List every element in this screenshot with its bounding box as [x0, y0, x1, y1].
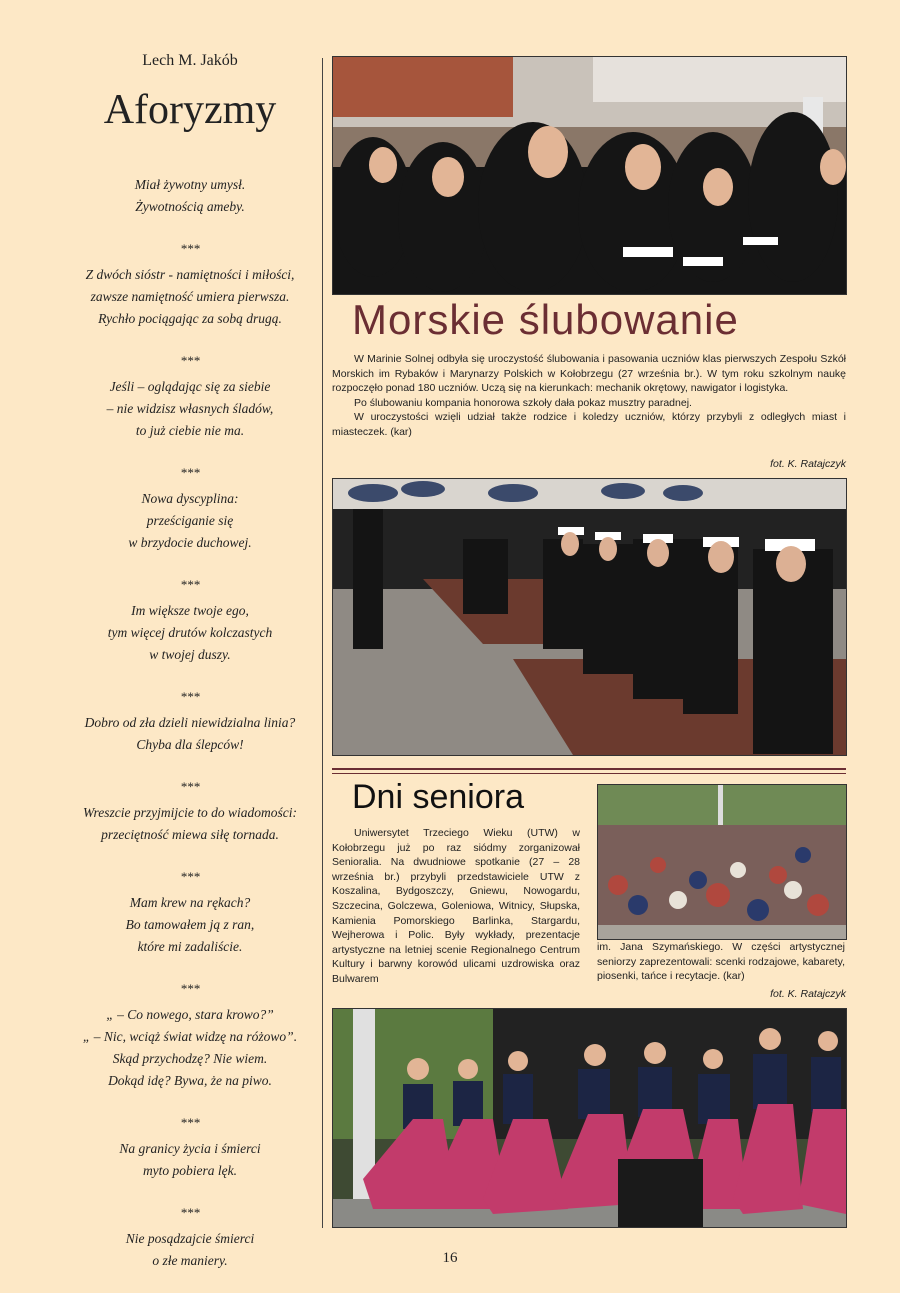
- aphorism-separator: ***: [180, 465, 200, 480]
- aphorism-line: o złe maniery.: [152, 1253, 228, 1268]
- page-number: 16: [442, 1250, 458, 1266]
- aphorism: [60, 1138, 320, 1182]
- aphorism-line: które mi zadaliście.: [137, 939, 243, 954]
- aphorism-line: Na granicy życia i śmierci: [119, 1141, 261, 1156]
- aphorism-line: Z dwóch sióstr - namiętności i miłości,: [85, 267, 295, 282]
- aphorism-separator: ***: [180, 1115, 200, 1130]
- aphorism-separator: ***: [180, 577, 200, 592]
- aphorism-separator: ***: [180, 869, 200, 884]
- column-title: Aforyzmy: [103, 87, 277, 133]
- photo-cadets-oath: [332, 56, 847, 295]
- aphorism: [60, 892, 320, 958]
- aphorism-line: Mam krew na rękach?: [129, 895, 251, 910]
- aphorism-line: w twojej duszy.: [149, 647, 231, 662]
- article1-paragraph: Po ślubowaniu kompania honorowa szkoły dała pokaz musztry paradnej.: [354, 396, 692, 409]
- aphorism-line: Dokąd idę? Bywa, że na piwo.: [108, 1073, 272, 1088]
- photo-kneeling-cadets: [332, 478, 847, 756]
- aphorism-line: w brzydocie duchowej.: [128, 535, 252, 550]
- photo-seniors-audience: [597, 784, 847, 940]
- aphorism-list: [60, 174, 320, 1272]
- aphorism: [60, 264, 320, 330]
- aphorism-line: Jeśli – oglądając się za siebie: [109, 379, 271, 394]
- section-divider: [332, 768, 846, 770]
- aphorism-line: Nowa dyscyplina:: [141, 491, 239, 506]
- aphorism-separator: ***: [180, 241, 200, 256]
- aphorism-line: Skąd przychodzę? Nie wiem.: [112, 1051, 268, 1066]
- article1-body: [332, 352, 846, 440]
- article2-body-left: Uniwersytet Trzeciego Wieku (UTW) w Kołobrzegu już po raz siódmy zorganizował Senioralia. Na dwudniowe spotkanie (27 – 28 września br.) przybyli przedstawiciele UTW z Koszalina, Bydgoszczy, Gniewu, Nowogardu, Szczecina, Golczewa, Goleniowa, Witnicy, Słupska, Kamienia Pomorskiego Barlinka, Stargardu, Wejherowa i Polic. Były wykłady, prezentacje artystyczne na letniej scenie Regionalnego Centrum Kultury i barwny korowód ulicami uzdrowiska oraz Bulwarem: [332, 827, 580, 985]
- aphorism-line: myto pobiera lęk.: [142, 1163, 238, 1178]
- aphorism-line: Żywotnością ameby.: [135, 199, 245, 214]
- aphorism-line: „ – Co nowego, stara krowo?”: [106, 1007, 274, 1022]
- column-divider: [322, 58, 323, 1228]
- article2-body-right: im. Jana Szymańskiego. W części artystycznej seniorzy zaprezentowali: scenki rodzajowe, kabarety, piosenki, tańce i recytacje. (kar): [597, 941, 845, 983]
- aphorism-line: przeciętność miewa siłę tornada.: [101, 827, 279, 842]
- article2-title: Dni seniora: [352, 778, 524, 816]
- article2-photo-credit: fot. K. Ratajczyk: [770, 988, 846, 1000]
- aphorism-line: to już ciebie nie ma.: [135, 423, 245, 438]
- article1-paragraph: W Marinie Solnej odbyła się uroczystość ślubowania i pasowania uczniów klas pierwszych Zespołu Szkół Morskich im Rybaków i Marynarzy Polskich w Kołobrzegu (27 września br.). W tym roku szkolnym naukę rozpoczęło ponad 180 uczniów. Uczą się na kierunkach: mechanik okrętowy, nawigator i logistyka.: [332, 353, 846, 395]
- photo-dancers: [332, 1008, 847, 1228]
- aphorism-separator: ***: [180, 353, 200, 368]
- article1-paragraph: W uroczystości wzięli udział także rodzice i koledzy uczniów, którzy przybyli z odległych miast i miasteczek. (kar): [332, 411, 846, 438]
- aphorism: [60, 174, 320, 218]
- aphorism-line: Rychło pociągając za sobą drugą.: [98, 311, 282, 326]
- aphorism-line: prześciganie się: [146, 513, 234, 528]
- aphorism-line: tym więcej drutów kolczastych: [107, 625, 273, 640]
- aphorism: [60, 600, 320, 666]
- aphorism-separator: ***: [180, 779, 200, 794]
- aphorism: [60, 802, 320, 846]
- aphorism-line: Dobro od zła dzieli niewidzialna linia?: [84, 715, 296, 730]
- aphorism-separator: ***: [180, 1205, 200, 1220]
- section-divider-thin: [332, 773, 846, 774]
- aphorism-line: Bo tamowałem ją z ran,: [125, 917, 255, 932]
- aphorism: [60, 712, 320, 756]
- aphorism-line: zawsze namiętność umiera pierwsza.: [90, 289, 290, 304]
- article1-title: Morskie ślubowanie: [352, 296, 739, 343]
- aphorism-line: „ – Nic, wciąż świat widzę na różowo”.: [82, 1029, 298, 1044]
- aphorism-line: Chyba dla ślepców!: [136, 737, 244, 752]
- article1-photo-credit: fot. K. Ratajczyk: [770, 458, 846, 470]
- aphorism: [60, 1004, 320, 1092]
- aphorism-line: – nie widzisz własnych śladów,: [106, 401, 274, 416]
- aphorism-line: Nie posądzajcie śmierci: [125, 1231, 255, 1246]
- aphorism-separator: ***: [180, 981, 200, 996]
- aphorism: [60, 376, 320, 442]
- aphorism-line: Im większe twoje ego,: [131, 603, 249, 618]
- aphorism-line: Wreszcie przyjmijcie to do wiadomości:: [83, 805, 297, 820]
- aphorism-line: Miał żywotny umysł.: [134, 177, 246, 192]
- aphorism: [60, 488, 320, 554]
- aphorism-separator: ***: [180, 689, 200, 704]
- author-name: Lech M. Jakób: [142, 52, 238, 69]
- aphorisms-column: [60, 40, 320, 1272]
